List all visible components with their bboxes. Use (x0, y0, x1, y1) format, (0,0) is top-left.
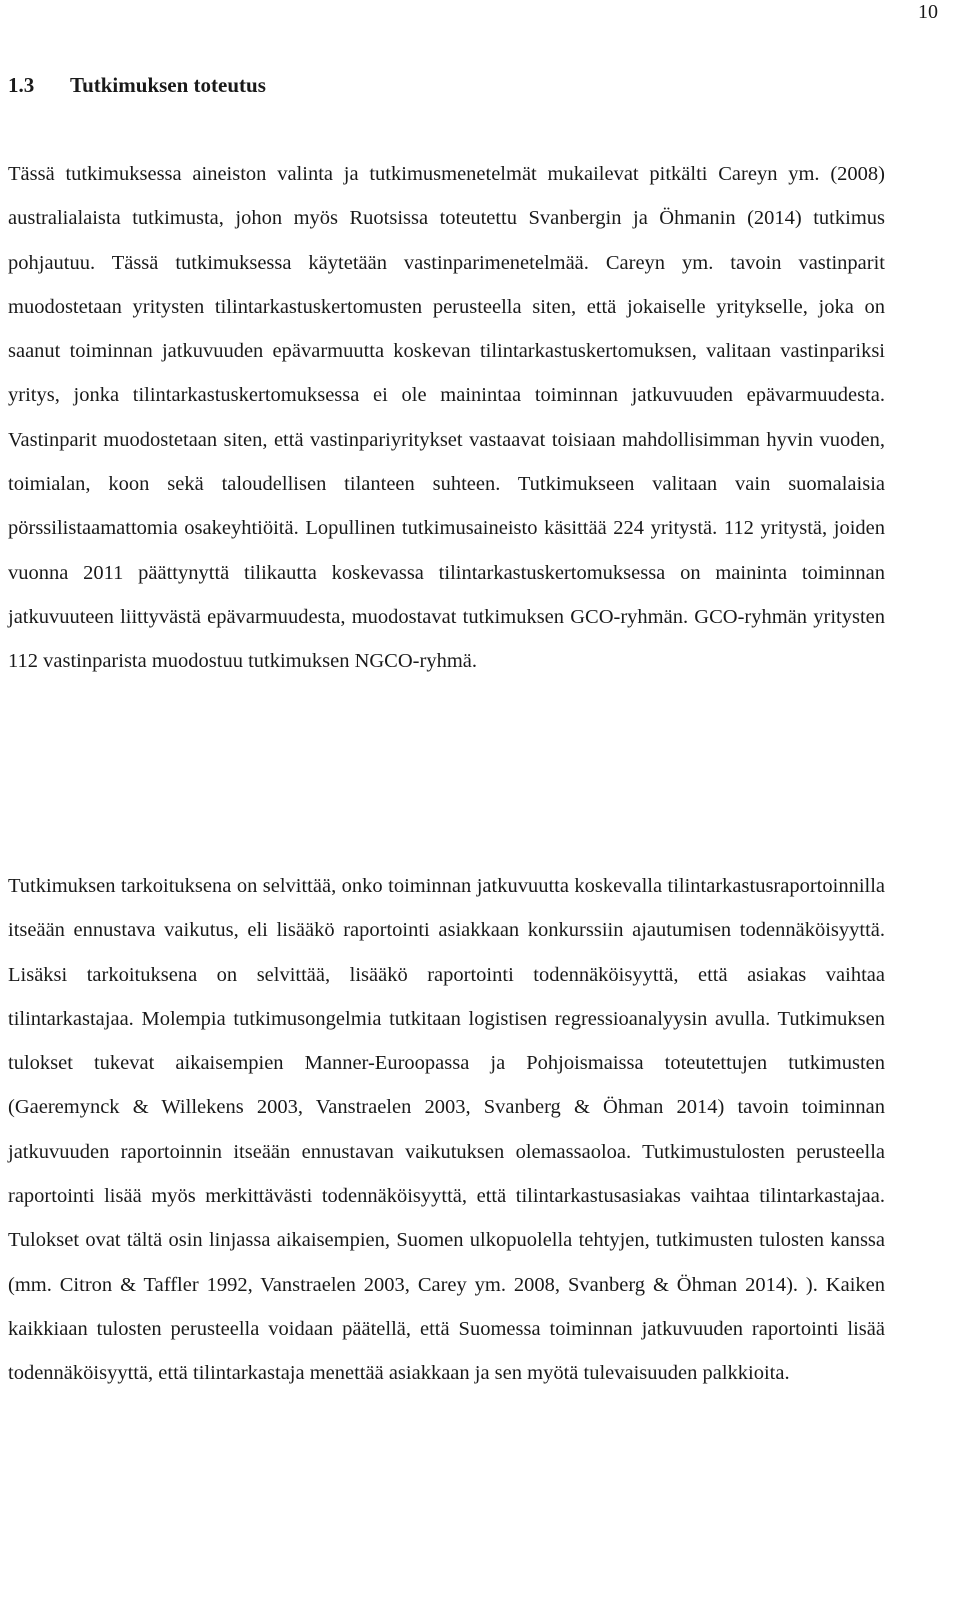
body-paragraph-1: Tässä tutkimuksessa aineiston valinta ja tutkimusmenetelmät mukailevat pitkälti Careyn ym. (2008) australialaista tutkimusta, johon myös Ruotsissa toteutettu Svanbergin ja Öhmanin (2014) tutkimus pohjautuu. Tässä tutkimuksessa käytetään vastinparimenetelmää. Careyn ym. tavoin vastinparit muodostetaan yritysten tilintarkastuskertomusten perusteella siten, että jokaiselle yritykselle, joka on saanut toiminnan jatkuvuuden epävarmuutta koskevan tilintarkastuskertomuksen, valitaan vastinpariksi yritys, jonka tilintarkastuskertomuksessa ei ole mainintaa toiminnan jatkuvuuden epävarmuudesta. Vastinparit muodostetaan siten, että vastinpariyritykset vastaavat toisiaan mahdollisimman hyvin vuoden, toimialan, koon sekä taloudellisen tilanteen suhteen. Tutkimukseen valitaan vain suomalaisia pörssilistaamattomia osakeyhtiöitä. Lopullinen tutkimusaineisto käsittää 224 yritystä. 112 yritystä, joiden vuonna 2011 päättynyttä tilikautta koskevassa tilintarkastuskertomuksessa on maininta toiminnan jatkuvuuteen liittyvästä epävarmuudesta, muodostavat tutkimuksen GCO-ryhmän. GCO-ryhmän yritysten 112 vastinparista muodostuu tutkimuksen NGCO-ryhmä. (8, 163, 885, 673)
section-number: 1.3 (8, 73, 35, 97)
page-number: 10 (918, 1, 938, 23)
section-heading (8, 70, 266, 100)
body-paragraph-2: Tutkimuksen tarkoituksena on selvittää, onko toiminnan jatkuvuutta koskevalla tilintarkastusraportoinnilla itseään ennustava vaikutus, eli lisääkö raportointi asiakkaan konkurssiin ajautumisen todennäköisyyttä. Lisäksi tarkoituksena on selvittää, lisääkö raportointi todennäköisyyttä, että asiakas vaihtaa tilintarkastajaa. Molempia tutkimusongelmia tutkitaan logistisen regressioanalyysin avulla. Tutkimuksen tulokset tukevat aikaisempien Manner-Euroopassa ja Pohjoismaissa toteutettujen tutkimusten (Gaeremynck & Willekens 2003, Vanstraelen 2003, Svanberg & Öhman 2014) tavoin toiminnan jatkuvuuden raportoinnin itseään ennustavan vaikutuksen olemassaoloa. Tutkimustulosten perusteella raportointi lisää myös merkittävästi todennäköisyyttä, että tilintarkastusasiakas vaihtaa tilintarkastajaa. Tulokset ovat tältä osin linjassa aikaisempien, Suomen ulkopuolella tehtyjen, tutkimusten tulosten kanssa (mm. Citron & Taffler 1992, Vanstraelen 2003, Carey ym. 2008, Svanberg & Öhman 2014). ). Kaiken kaikkiaan tulosten perusteella voidaan päätellä, että Suomessa toiminnan jatkuvuuden raportointi lisää todennäköisyyttä, että tilintarkastaja menettää asiakkaan ja sen myötä tulevaisuuden palkkioita. (8, 875, 885, 1385)
section-title: Tutkimuksen toteutus (70, 73, 266, 97)
